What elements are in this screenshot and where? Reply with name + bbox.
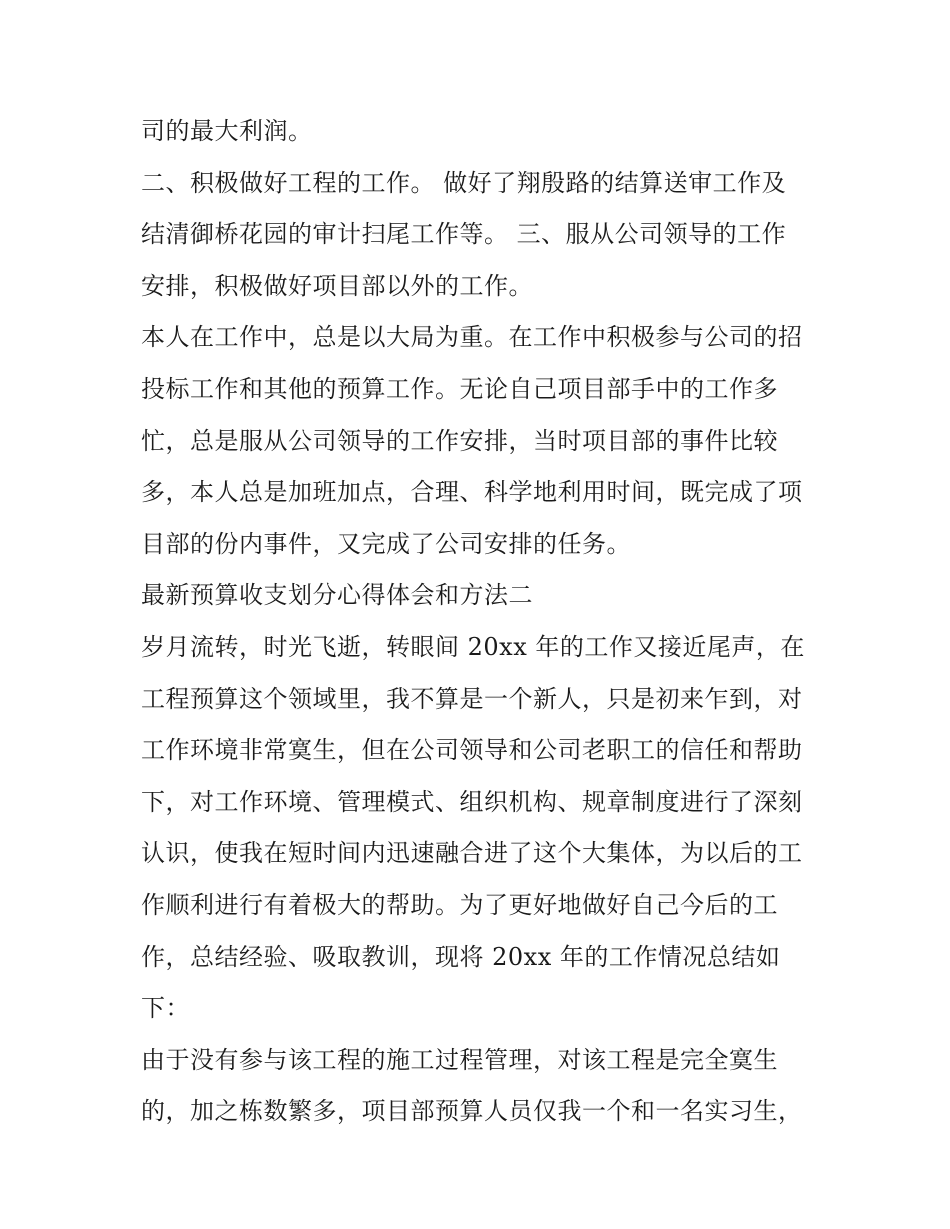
text-line: 结清御桥花园的审计扫尾工作等。 三、服从公司领导的工作: [141, 220, 787, 249]
text-line: 工程预算这个领域里，我不算是一个新人，只是初来乍到，对: [141, 684, 803, 713]
text-line: 作，总结经验、吸取教训，现将 20xx 年的工作情况总结如: [141, 942, 781, 971]
text-line: 作顺利进行有着极大的帮助。为了更好地做好自己今后的工: [141, 890, 778, 919]
text-line: 下：: [141, 994, 190, 1023]
text-line: 安排，积极做好项目部以外的工作。: [141, 271, 533, 300]
section-heading: 最新预算收支划分心得体会和方法二: [141, 581, 533, 610]
text-line: 认识，使我在短时间内迅速融合进了这个大集体，为以后的工: [141, 839, 803, 868]
text-line: 投标工作和其他的预算工作。无论自己项目部手中的工作多: [141, 374, 778, 403]
text-line: 多，本人总是加班加点，合理、科学地利用时间，既完成了项: [141, 478, 803, 507]
text-line: 由于没有参与该工程的施工过程管理，对该工程是完全寞生: [141, 1045, 778, 1074]
text-line: 的，加之栋数繁多，项目部预算人员仅我一个和一名实习生，: [141, 1097, 803, 1126]
body-text: [141, 106, 821, 1138]
text-line: 忙，总是服从公司领导的工作安排，当时项目部的事件比较: [141, 426, 778, 455]
text-line: 目部的份内事件，又完成了公司安排的任务。: [141, 529, 631, 558]
text-line: 岁月流转，时光飞逝，转眼间 20xx 年的工作又接近尾声，在: [141, 632, 805, 661]
text-line: 工作环境非常寞生，但在公司领导和公司老职工的信任和帮助: [141, 736, 803, 765]
text-line: 下，对工作环境、管理模式、组织机构、规章制度进行了深刻: [141, 787, 803, 816]
text-line: 司的最大利润。: [141, 117, 313, 145]
text-line: 本人在工作中，总是以大局为重。在工作中积极参与公司的招: [141, 323, 803, 352]
text-line: 二、积极做好工程的工作。 做好了翔殷路的结算送审工作及: [141, 168, 787, 197]
